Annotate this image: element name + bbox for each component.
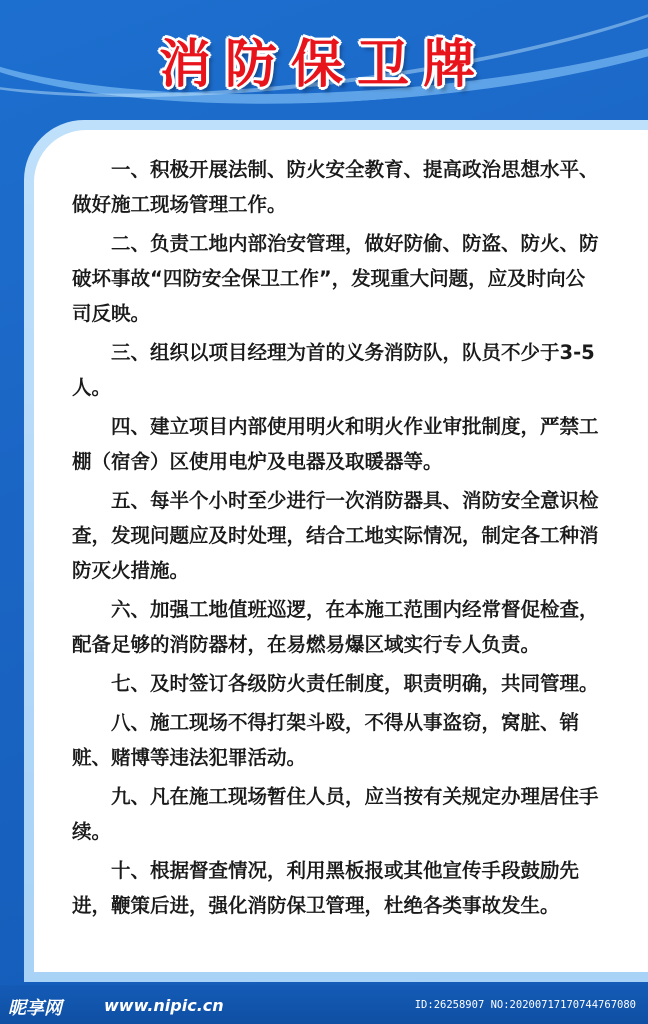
rules-list <box>72 152 604 927</box>
watermark-logo: 昵享网 <box>8 998 62 1019</box>
rule-item-4: 四、建立项目内部使用明火和明火作业审批制度，严禁工棚（宿舍）区使用电炉及电器及取暖器等。 <box>72 415 599 473</box>
rule-item-6: 六、加强工地值班巡逻，在本施工范围内经常督促检查，配备足够的消防器材，在易燃易爆区域实行专人负责。 <box>72 598 599 656</box>
page-title: 消防保卫牌 <box>158 35 489 95</box>
rule-item-9: 九、凡在施工现场暂住人员，应当按有关规定办理居住手续。 <box>72 785 599 843</box>
rule-item-10: 十、根据督查情况，利用黑板报或其他宣传手段鼓励先进，鞭策后进，强化消防保卫管理，杜绝各类事故发生。 <box>72 859 580 917</box>
rule-item-7: 七、及时签订各级防火责任制度，职责明确，共同管理。 <box>111 672 599 695</box>
rule-item-8: 八、施工现场不得打架斗殴，不得从事盗窃，窝脏、销赃、赌博等违法犯罪活动。 <box>72 711 580 769</box>
watermark-id: ID:26258907 NO:20200717170744767080 <box>414 999 636 1011</box>
rule-item-3: 三、组织以项目经理为首的义务消防队，队员不少于3-5人。 <box>72 341 595 399</box>
rule-item-2: 二、负责工地内部治安管理，做好防偷、防盗、防火、防破坏事故“四防安全保卫工作”，发现重大问题，应及时向公司反映。 <box>72 232 599 325</box>
rule-item-5: 五、每半个小时至少进行一次消防器具、消防安全意识检查，发现问题应及时处理，结合工地实际情况，制定各工种消防灭火措施。 <box>72 489 599 582</box>
watermark-url: www.nipic.cn <box>104 996 224 1015</box>
rule-item-1: 一、积极开展法制、防火安全教育、提高政治思想水平、做好施工现场管理工作。 <box>72 158 599 216</box>
